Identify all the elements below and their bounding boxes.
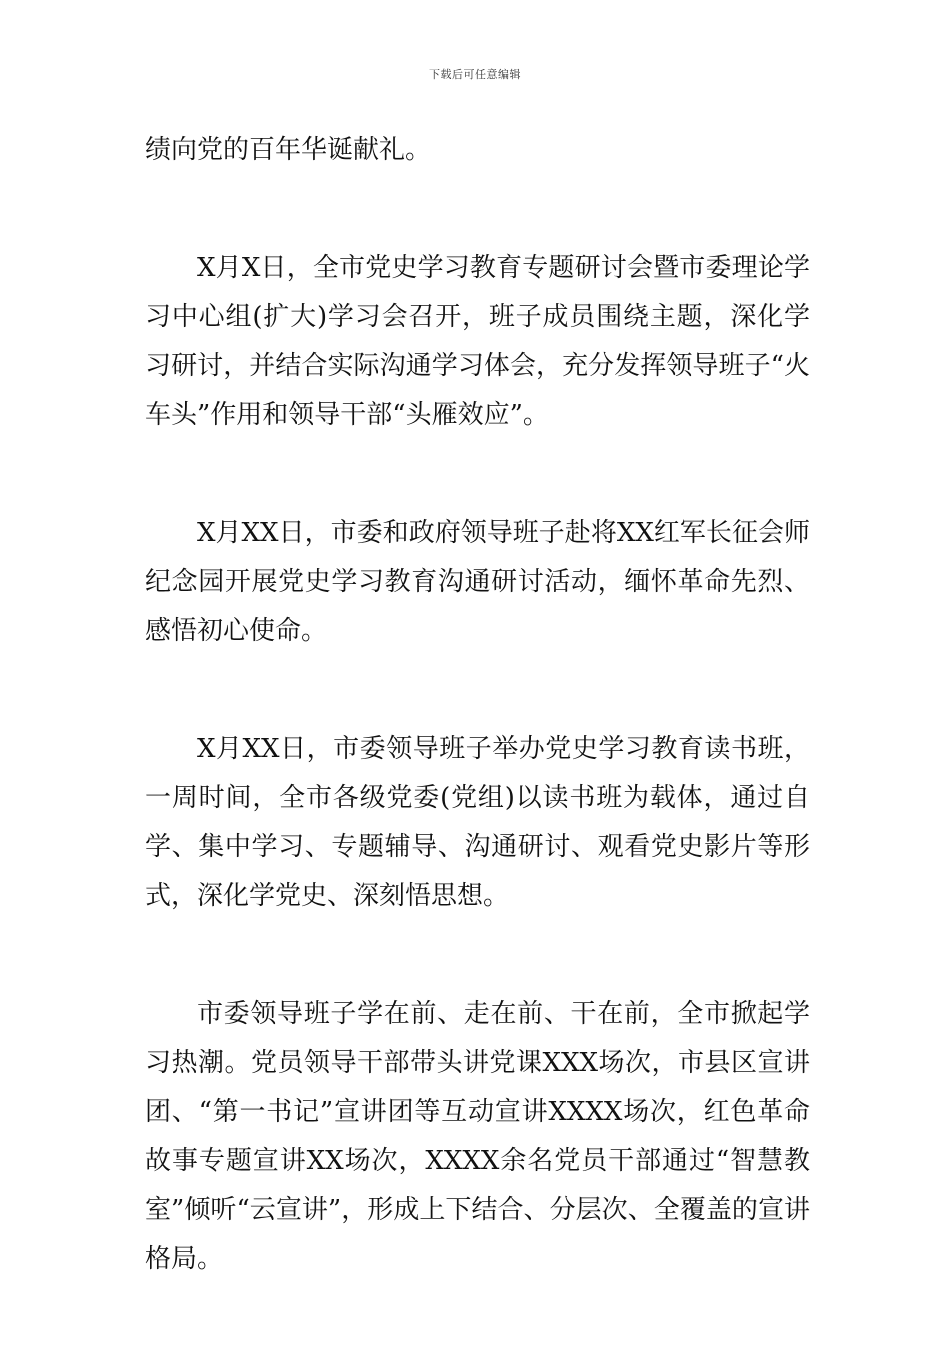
document-body bbox=[145, 126, 810, 1353]
paragraph-reading-class: X月XX日，市委领导班子举办党史学习教育读书班，一周时间，全市各级党委(党组)以读书班为载体，通过自学、集中学习、专题辅导、沟通研讨、观看党史影片等形式，深化学党史、深刻悟思想。 bbox=[145, 734, 810, 911]
paragraph-continuation: 绩向党的百年华诞献礼。 bbox=[145, 135, 432, 165]
header-note: 下载后可任意编辑 bbox=[429, 68, 521, 81]
paragraph-seminar: X月X日，全市党史学习教育专题研讨会暨市委理论学习中心组(扩大)学习会召开，班子成员围绕主题，深化学习研讨，并结合实际沟通学习体会，充分发挥领导班子“火车头”作用和领导干部“头雁效应”。 bbox=[145, 253, 810, 430]
paragraph-memorial-visit: X月XX日，市委和政府领导班子赴将XX红军长征会师纪念园开展党史学习教育沟通研讨活动，缅怀革命先烈、感悟初心使命。 bbox=[145, 518, 810, 646]
paragraph-lectures: 市委领导班子学在前、走在前、干在前，全市掀起学习热潮。党员领导干部带头讲党课XXX场次，市县区宣讲团、“第一书记”宣讲团等互动宣讲XXXX场次，红色革命故事专题宣讲XX场次，XXXX余名党员干部通过“智慧教室”倾听“云宣讲”，形成上下结合、分层次、全覆盖的宣讲格局。 bbox=[145, 999, 810, 1274]
